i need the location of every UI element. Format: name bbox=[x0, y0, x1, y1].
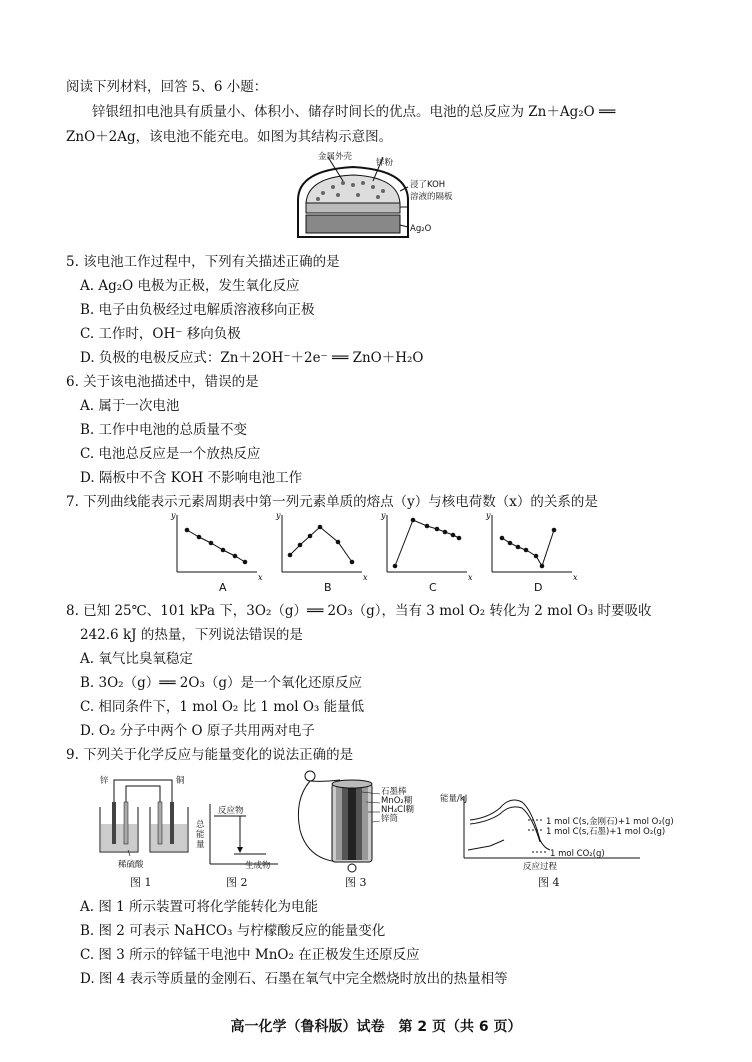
graph-a-label[interactable]: A bbox=[219, 581, 227, 594]
q5-option-b[interactable]: B. 电子由负极经过电解质溶液移向正极 bbox=[80, 302, 315, 318]
label-zinc-powder: 锌粉 bbox=[376, 158, 394, 168]
label-separator-2: 溶液的隔板 bbox=[410, 192, 453, 202]
fig3-caption: 图 3 bbox=[345, 876, 367, 889]
q8-stem-1: 8. 已知 25℃、101 kPa 下，3O₂（g）══ 2O₃（g），当有 3 mol O₂ 转化为 2 mol O₃ 时要吸收 bbox=[66, 603, 652, 619]
graph-a bbox=[170, 511, 263, 582]
q9-option-a[interactable]: A. 图 1 所示装置可将化学能转化为电能 bbox=[80, 899, 319, 915]
q6-option-c[interactable]: C. 电池总反应是一个放热反应 bbox=[80, 446, 261, 462]
fig3-label-mno2: MnO₂糊 bbox=[381, 796, 413, 806]
label-metal-shell: 金属外壳 bbox=[318, 152, 353, 162]
q6-option-a[interactable]: A. 属于一次电池 bbox=[80, 398, 180, 414]
fig2-product-label: 生成物 bbox=[245, 861, 271, 871]
fig2-ylabel: 总能量 bbox=[196, 820, 205, 850]
q8-option-c[interactable]: C. 相同条件下，1 mol O₂ 比 1 mol O₃ 能量低 bbox=[80, 699, 365, 715]
graph-b-y: y bbox=[276, 511, 281, 520]
intro-line-3: ZnO＋2Ag，该电池不能充电。如图为其结构示意图。 bbox=[66, 129, 393, 145]
graph-d bbox=[485, 511, 578, 582]
q8-stem-2: 242.6 kJ 的热量，下列说法错误的是 bbox=[80, 627, 303, 643]
fig2-caption: 图 2 bbox=[226, 876, 248, 889]
graph-b-x: x bbox=[363, 573, 368, 582]
graph-b-label[interactable]: B bbox=[324, 581, 332, 594]
graph-d-y: y bbox=[486, 511, 491, 520]
q8-option-b[interactable]: B. 3O₂（g）══ 2O₃（g）是一个氧化还原反应 bbox=[80, 675, 362, 691]
fig4-xlabel: 反应过程 bbox=[523, 862, 558, 872]
graph-c-label[interactable]: C bbox=[429, 581, 437, 594]
graph-c-x: x bbox=[468, 573, 473, 582]
q5-option-c[interactable]: C. 工作时，OH⁻ 移向负极 bbox=[80, 326, 241, 342]
graph-d-label[interactable]: D bbox=[534, 581, 543, 594]
fig3-label-nh4cl: NH₄Cl糊 bbox=[381, 805, 414, 815]
graph-d-x: x bbox=[573, 573, 578, 582]
q6-option-b[interactable]: B. 工作中电池的总质量不变 bbox=[80, 422, 248, 438]
fig1-cu-label: 铜 bbox=[176, 776, 185, 786]
q5-option-d[interactable]: D. 负极的电极反应式：Zn＋2OH⁻＋2e⁻ ══ ZnO＋H₂O bbox=[80, 350, 424, 366]
q9-option-b[interactable]: B. 图 2 可表示 NaHCO₃ 与柠檬酸反应的能量变化 bbox=[80, 923, 386, 939]
fig2-reactant-label: 反应物 bbox=[218, 806, 244, 816]
fig1-caption: 图 1 bbox=[130, 876, 152, 889]
fig4-caption: 图 4 bbox=[538, 876, 560, 889]
q5-option-a[interactable]: A. Ag₂O 电极为正极，发生氧化反应 bbox=[80, 278, 300, 294]
page-footer: 高一化学（鲁科版）试卷 第 2 页（共 6 页） bbox=[230, 1019, 522, 1035]
label-separator-1: 浸了KOH bbox=[410, 180, 446, 190]
intro-line-2: 锌银纽扣电池具有质量小、体积小、储存时间长的优点。电池的总反应为 Zn＋Ag₂O ══ bbox=[92, 104, 616, 120]
fig4-label-co2: 1 mol CO₂(g) bbox=[550, 849, 605, 859]
q8-option-a[interactable]: A. 氧气比臭氧稳定 bbox=[80, 651, 193, 667]
fig3-label-graphite: 石墨棒 bbox=[381, 787, 407, 797]
q7-graphs bbox=[165, 510, 595, 590]
q8-option-d[interactable]: D. O₂ 分子中两个 O 原子共用两对电子 bbox=[80, 723, 315, 739]
q9-option-c[interactable]: C. 图 3 所示的锌锰干电池中 MnO₂ 在正极发生还原反应 bbox=[80, 947, 420, 963]
intro-line-1: 阅读下列材料，回答 5、6 小题： bbox=[66, 79, 268, 95]
q6-option-d[interactable]: D. 隔板中不含 KOH 不影响电池工作 bbox=[80, 470, 303, 486]
graph-a-y: y bbox=[171, 511, 176, 520]
fig4-ylabel: 能量/kJ bbox=[440, 794, 468, 804]
q5-stem: 5. 该电池工作过程中，下列有关描述正确的是 bbox=[66, 254, 340, 270]
graph-c-y: y bbox=[381, 511, 386, 520]
graph-c bbox=[380, 511, 473, 582]
graph-a-x: x bbox=[258, 573, 263, 582]
fig1-acid-label: 稀硫酸 bbox=[118, 860, 144, 870]
q9-stem: 9. 下列关于化学反应与能量变化的说法正确的是 bbox=[66, 747, 354, 763]
q9-option-d[interactable]: D. 图 4 表示等质量的金刚石、石墨在氧气中完全燃烧时放出的热量相等 bbox=[80, 971, 508, 987]
label-ag2o: Ag₂O bbox=[410, 224, 432, 234]
q6-stem: 6. 关于该电池描述中，错误的是 bbox=[66, 374, 259, 390]
fig1-zn-label: 锌 bbox=[100, 776, 109, 786]
fig3-label-zinc: 锌筒 bbox=[381, 814, 399, 824]
graph-b bbox=[275, 511, 368, 582]
fig4-label-graphite: 1 mol C(s,石墨)+1 mol O₂(g) bbox=[546, 827, 666, 837]
fig4-label-diamond: 1 mol C(s,金刚石)+1 mol O₂(g) bbox=[546, 817, 674, 827]
q7-stem: 7. 下列曲线能表示元素周期表中第一列元素单质的熔点（y）与核电荷数（x）的关系的是 bbox=[66, 494, 598, 510]
